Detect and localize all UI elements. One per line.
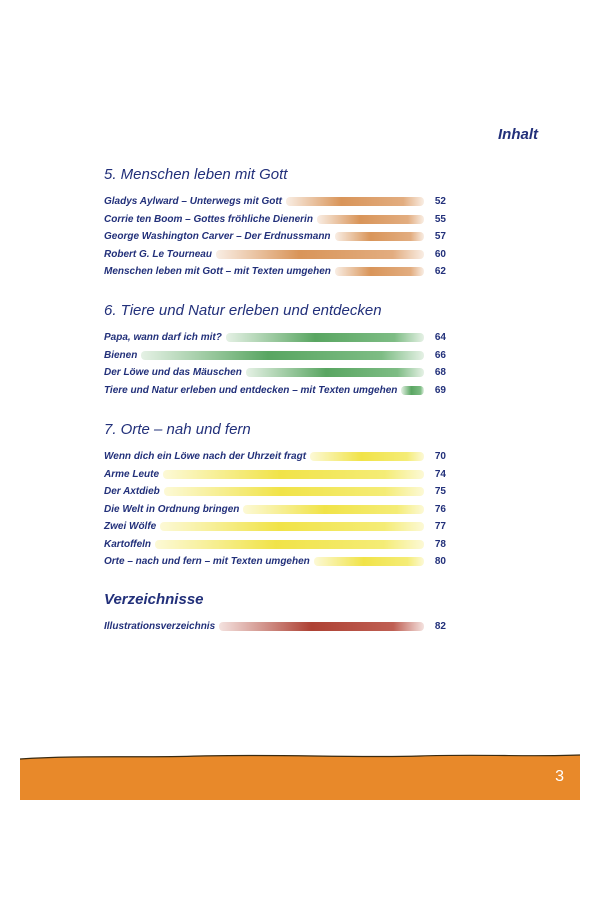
toc-entry-page: 75 bbox=[434, 486, 446, 498]
toc-entry-page: 68 bbox=[434, 367, 446, 379]
toc-entry-title: Kartoffeln bbox=[104, 539, 155, 550]
toc-entry-page: 80 bbox=[434, 556, 446, 568]
toc-color-bar bbox=[219, 622, 424, 631]
toc-color-bar bbox=[401, 386, 424, 395]
toc-entry[interactable] bbox=[104, 448, 446, 466]
toc-entry-title: Menschen leben mit Gott – mit Texten umgehen bbox=[104, 266, 335, 277]
section-heading: Verzeichnisse bbox=[104, 591, 204, 608]
toc-entry-page: 60 bbox=[434, 248, 446, 260]
footer-band-shape bbox=[20, 755, 580, 800]
toc-color-bar bbox=[243, 505, 424, 514]
toc-entry-title: Wenn dich ein Löwe nach der Uhrzeit fragt bbox=[104, 451, 310, 462]
toc-entry[interactable] bbox=[104, 263, 446, 281]
toc-entry[interactable] bbox=[104, 211, 446, 229]
toc-entry-page: 57 bbox=[434, 231, 446, 243]
toc-entry[interactable] bbox=[104, 518, 446, 536]
toc-color-bar bbox=[160, 522, 424, 531]
toc-color-bar bbox=[246, 368, 424, 377]
toc-entry[interactable] bbox=[104, 364, 446, 382]
toc-entry-title: Papa, wann darf ich mit? bbox=[104, 332, 226, 343]
toc-color-bar bbox=[226, 333, 424, 342]
toc-entry[interactable] bbox=[104, 246, 446, 264]
toc-entry[interactable] bbox=[104, 483, 446, 501]
toc-entry-page: 78 bbox=[434, 538, 446, 550]
page-number: 3 bbox=[555, 768, 564, 785]
toc-section-6 bbox=[104, 302, 446, 399]
toc-section-7 bbox=[104, 421, 446, 571]
toc-entry-page: 64 bbox=[434, 332, 446, 344]
toc-color-bar bbox=[310, 452, 424, 461]
toc-entry-page: 69 bbox=[434, 384, 446, 396]
toc-color-bar bbox=[164, 487, 424, 496]
toc-entry[interactable] bbox=[104, 501, 446, 519]
toc-entry-page: 62 bbox=[434, 266, 446, 278]
toc-entry-page: 52 bbox=[434, 196, 446, 208]
section-heading: 7. Orte – nah und fern bbox=[104, 421, 251, 438]
toc-entry-page: 77 bbox=[434, 521, 446, 533]
toc-entry-title: Der Löwe und das Mäuschen bbox=[104, 367, 246, 378]
toc-entry-page: 66 bbox=[434, 349, 446, 361]
toc-entry-title: Robert G. Le Tourneau bbox=[104, 249, 216, 260]
page-header-title: Inhalt bbox=[498, 126, 538, 143]
toc-entry[interactable] bbox=[104, 553, 446, 571]
toc-entry-title: Corrie ten Boom – Gottes fröhliche Dienerin bbox=[104, 214, 317, 225]
toc-entry-title: Der Axtdieb bbox=[104, 486, 164, 497]
toc-color-bar bbox=[141, 351, 424, 360]
toc-color-bar bbox=[317, 215, 424, 224]
toc-entry-page: 70 bbox=[434, 451, 446, 463]
toc-entry[interactable] bbox=[104, 329, 446, 347]
toc-entry-page: 82 bbox=[434, 621, 446, 633]
toc-entry-title: Tiere und Natur erleben und entdecken – mit Texten umgehen bbox=[104, 385, 401, 396]
toc-color-bar bbox=[286, 197, 424, 206]
toc-entry-title: Orte – nach und fern – mit Texten umgehen bbox=[104, 556, 314, 567]
toc-entry-page: 76 bbox=[434, 503, 446, 515]
toc-color-bar bbox=[335, 232, 424, 241]
toc-color-bar bbox=[155, 540, 424, 549]
toc-section-verzeichnisse bbox=[104, 591, 446, 636]
toc-entry[interactable] bbox=[104, 347, 446, 365]
toc-entry-page: 55 bbox=[434, 213, 446, 225]
toc-entry-title: Zwei Wölfe bbox=[104, 521, 160, 532]
toc-entry-title: Bienen bbox=[104, 350, 141, 361]
footer-band bbox=[20, 750, 580, 800]
toc-entry-title: Arme Leute bbox=[104, 469, 163, 480]
toc-color-bar bbox=[314, 557, 424, 566]
toc-entry[interactable] bbox=[104, 228, 446, 246]
toc-entry[interactable] bbox=[104, 618, 446, 636]
toc-entry-title: Gladys Aylward – Unterwegs mit Gott bbox=[104, 196, 286, 207]
toc-entry[interactable] bbox=[104, 382, 446, 400]
toc-color-bar bbox=[216, 250, 424, 259]
toc-color-bar bbox=[163, 470, 424, 479]
toc-entry[interactable] bbox=[104, 536, 446, 554]
section-heading: 6. Tiere und Natur erleben und entdecken bbox=[104, 302, 382, 319]
toc-entry[interactable] bbox=[104, 193, 446, 211]
toc-entry-page: 74 bbox=[434, 468, 446, 480]
toc-entry[interactable] bbox=[104, 466, 446, 484]
toc-entry-title: Illustrationsverzeichnis bbox=[104, 621, 219, 632]
section-heading: 5. Menschen leben mit Gott bbox=[104, 166, 288, 183]
toc-entry-title: George Washington Carver – Der Erdnussmann bbox=[104, 231, 335, 242]
toc-color-bar bbox=[335, 267, 424, 276]
toc-entry-title: Die Welt in Ordnung bringen bbox=[104, 504, 243, 515]
toc-section-5 bbox=[104, 166, 446, 281]
